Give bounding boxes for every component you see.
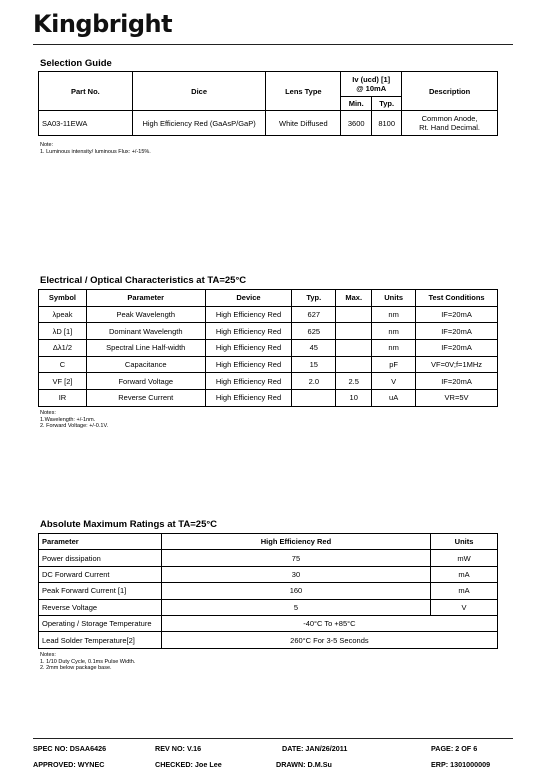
header-high-efficiency-red: High Efficiency Red	[161, 534, 430, 550]
typ-cell: 627	[292, 306, 336, 323]
kingbright-logo: Kingbright	[33, 10, 173, 38]
header-part-no: Part No.	[39, 72, 133, 111]
test-condition-cell: IF=20mA	[416, 373, 498, 390]
header-iv-line1: Iv (ucd) [1]	[352, 75, 391, 84]
page-number: PAGE: 2 OF 6	[431, 744, 478, 753]
note-line: 2. Forward Voltage: +/-0.1V.	[40, 423, 109, 430]
selection-guide-table	[38, 71, 498, 136]
absolute-ratings-notes	[40, 652, 135, 672]
typ-cell	[292, 390, 336, 407]
header-divider	[33, 44, 513, 45]
units-cell: pF	[372, 356, 416, 373]
value-cell: -40°C To +85°C	[161, 615, 497, 631]
note-line: Note:	[40, 142, 54, 148]
units-cell: V	[431, 599, 498, 615]
max-cell	[336, 323, 372, 340]
typ-cell: 625	[292, 323, 336, 340]
absolute-ratings-table	[38, 533, 498, 649]
max-cell: 2.5	[336, 373, 372, 390]
device-cell: High Efficiency Red	[205, 390, 292, 407]
units-cell: mA	[431, 566, 498, 582]
header-symbol: Symbol	[39, 290, 87, 307]
test-condition-cell: IF=20mA	[416, 340, 498, 357]
value-cell: 75	[161, 550, 430, 566]
footer-divider	[33, 738, 513, 739]
typ-cell: 2.0	[292, 373, 336, 390]
header-iv-line2: @ 10mA	[356, 84, 387, 93]
symbol-cell: IR	[39, 390, 87, 407]
units-cell: uA	[372, 390, 416, 407]
device-cell: High Efficiency Red	[205, 340, 292, 357]
spec-no: SPEC NO: DSAA6426	[33, 744, 107, 753]
note-line: 1. 1/10 Duty Cycle, 0.1ms Pulse Width.	[40, 658, 136, 665]
parameter-cell: DC Forward Current	[39, 566, 162, 582]
max-cell	[336, 340, 372, 357]
approved-by: APPROVED: WYNEC	[33, 760, 105, 769]
test-condition-cell: IF=20mA	[416, 323, 498, 340]
symbol-cell: λD [1]	[39, 323, 87, 340]
typ-cell: 15	[292, 356, 336, 373]
table-row	[39, 306, 498, 323]
drawn-by: DRAWN: D.M.Su	[276, 760, 332, 769]
test-condition-cell: VR=5V	[416, 390, 498, 407]
table-row	[39, 599, 498, 615]
table-row	[39, 323, 498, 340]
header-units: Units	[372, 290, 416, 307]
header-units: Units	[431, 534, 498, 550]
table-row	[39, 340, 498, 357]
parameter-cell: Power dissipation	[39, 550, 162, 566]
max-cell: 10	[336, 390, 372, 407]
electrical-title: Electrical / Optical Characteristics at TA=25°C	[40, 275, 247, 286]
device-cell: High Efficiency Red	[205, 323, 292, 340]
note-line: Notes:	[40, 652, 56, 658]
erp-number: ERP: 1301000009	[431, 760, 491, 769]
header-test-conditions: Test Conditions	[416, 290, 498, 307]
header-device: Device	[205, 290, 292, 307]
iv-min-cell: 3600	[341, 111, 372, 136]
note-line: 1.Wavelength: +/-1nm.	[40, 416, 96, 423]
parameter-cell: Peak Forward Current [1]	[39, 583, 162, 599]
header-parameter: Parameter	[39, 534, 162, 550]
symbol-cell: C	[39, 356, 87, 373]
part-no-cell: SA03-11EWA	[39, 111, 133, 136]
symbol-cell: Δλ1/2	[39, 340, 87, 357]
device-cell: High Efficiency Red	[205, 373, 292, 390]
header-dice: Dice	[132, 72, 266, 111]
test-condition-cell: VF=0V;f=1MHz	[416, 356, 498, 373]
description-line2: Rt. Hand Decimal.	[419, 123, 480, 132]
absolute-ratings-title: Absolute Maximum Ratings at TA=25°C	[40, 519, 218, 530]
selection-guide-title: Selection Guide	[40, 58, 112, 69]
typ-cell: 45	[292, 340, 336, 357]
max-cell	[336, 356, 372, 373]
parameter-cell: Reverse Current	[86, 390, 205, 407]
value-cell: 5	[161, 599, 430, 615]
header-iv	[341, 72, 402, 97]
iv-typ-cell: 8100	[372, 111, 402, 136]
dice-cell: High Efficiency Red (GaAsP/GaP)	[132, 111, 266, 136]
table-row	[39, 566, 498, 582]
parameter-cell: Capacitance	[86, 356, 205, 373]
parameter-cell: Operating / Storage Temperature	[39, 615, 162, 631]
note-line: Notes:	[40, 410, 56, 416]
test-condition-cell: IF=20mA	[416, 306, 498, 323]
header-typ: Typ.	[292, 290, 336, 307]
parameter-cell: Peak Wavelength	[86, 306, 205, 323]
table-row	[39, 583, 498, 599]
lens-type-cell: White Diffused	[266, 111, 341, 136]
value-cell: 30	[161, 566, 430, 582]
max-cell	[336, 306, 372, 323]
header-typ: Typ.	[372, 97, 402, 111]
symbol-cell: VF [2]	[39, 373, 87, 390]
date: DATE: JAN/26/2011	[282, 744, 348, 753]
units-cell: mW	[431, 550, 498, 566]
device-cell: High Efficiency Red	[205, 356, 292, 373]
parameter-cell: Forward Voltage	[86, 373, 205, 390]
parameter-cell: Lead Solder Temperature[2]	[39, 632, 162, 648]
units-cell: mA	[431, 583, 498, 599]
header-max: Max.	[336, 290, 372, 307]
header-parameter: Parameter	[86, 290, 205, 307]
parameter-cell: Dominant Wavelength	[86, 323, 205, 340]
table-row	[39, 373, 498, 390]
symbol-cell: λpeak	[39, 306, 87, 323]
table-row	[39, 356, 498, 373]
header-lens-type: Lens Type	[266, 72, 341, 111]
parameter-cell: Spectral Line Half-width	[86, 340, 205, 357]
device-cell: High Efficiency Red	[205, 306, 292, 323]
units-cell: nm	[372, 306, 416, 323]
electrical-table	[38, 289, 498, 407]
value-cell: 260°C For 3-5 Seconds	[161, 632, 497, 648]
description-line1: Common Anode,	[421, 114, 478, 123]
units-cell: nm	[372, 323, 416, 340]
electrical-notes	[40, 410, 108, 430]
table-row	[39, 111, 498, 136]
selection-guide-notes	[40, 142, 151, 155]
table-row	[39, 390, 498, 407]
checked-by: CHECKED: Joe Lee	[155, 760, 222, 769]
value-cell: 160	[161, 583, 430, 599]
table-row	[39, 632, 498, 648]
header-description: Description	[402, 72, 498, 111]
units-cell: nm	[372, 340, 416, 357]
rev-no: REV NO: V.16	[155, 744, 202, 753]
description-cell	[402, 111, 498, 136]
header-min: Min.	[341, 97, 372, 111]
table-row	[39, 615, 498, 631]
units-cell: V	[372, 373, 416, 390]
parameter-cell: Reverse Voltage	[39, 599, 162, 615]
table-row	[39, 550, 498, 566]
note-line: 1. Luminous intensity/ luminous Flux: +/-15%.	[40, 148, 151, 155]
note-line: 2. 2mm below package base.	[40, 665, 112, 672]
